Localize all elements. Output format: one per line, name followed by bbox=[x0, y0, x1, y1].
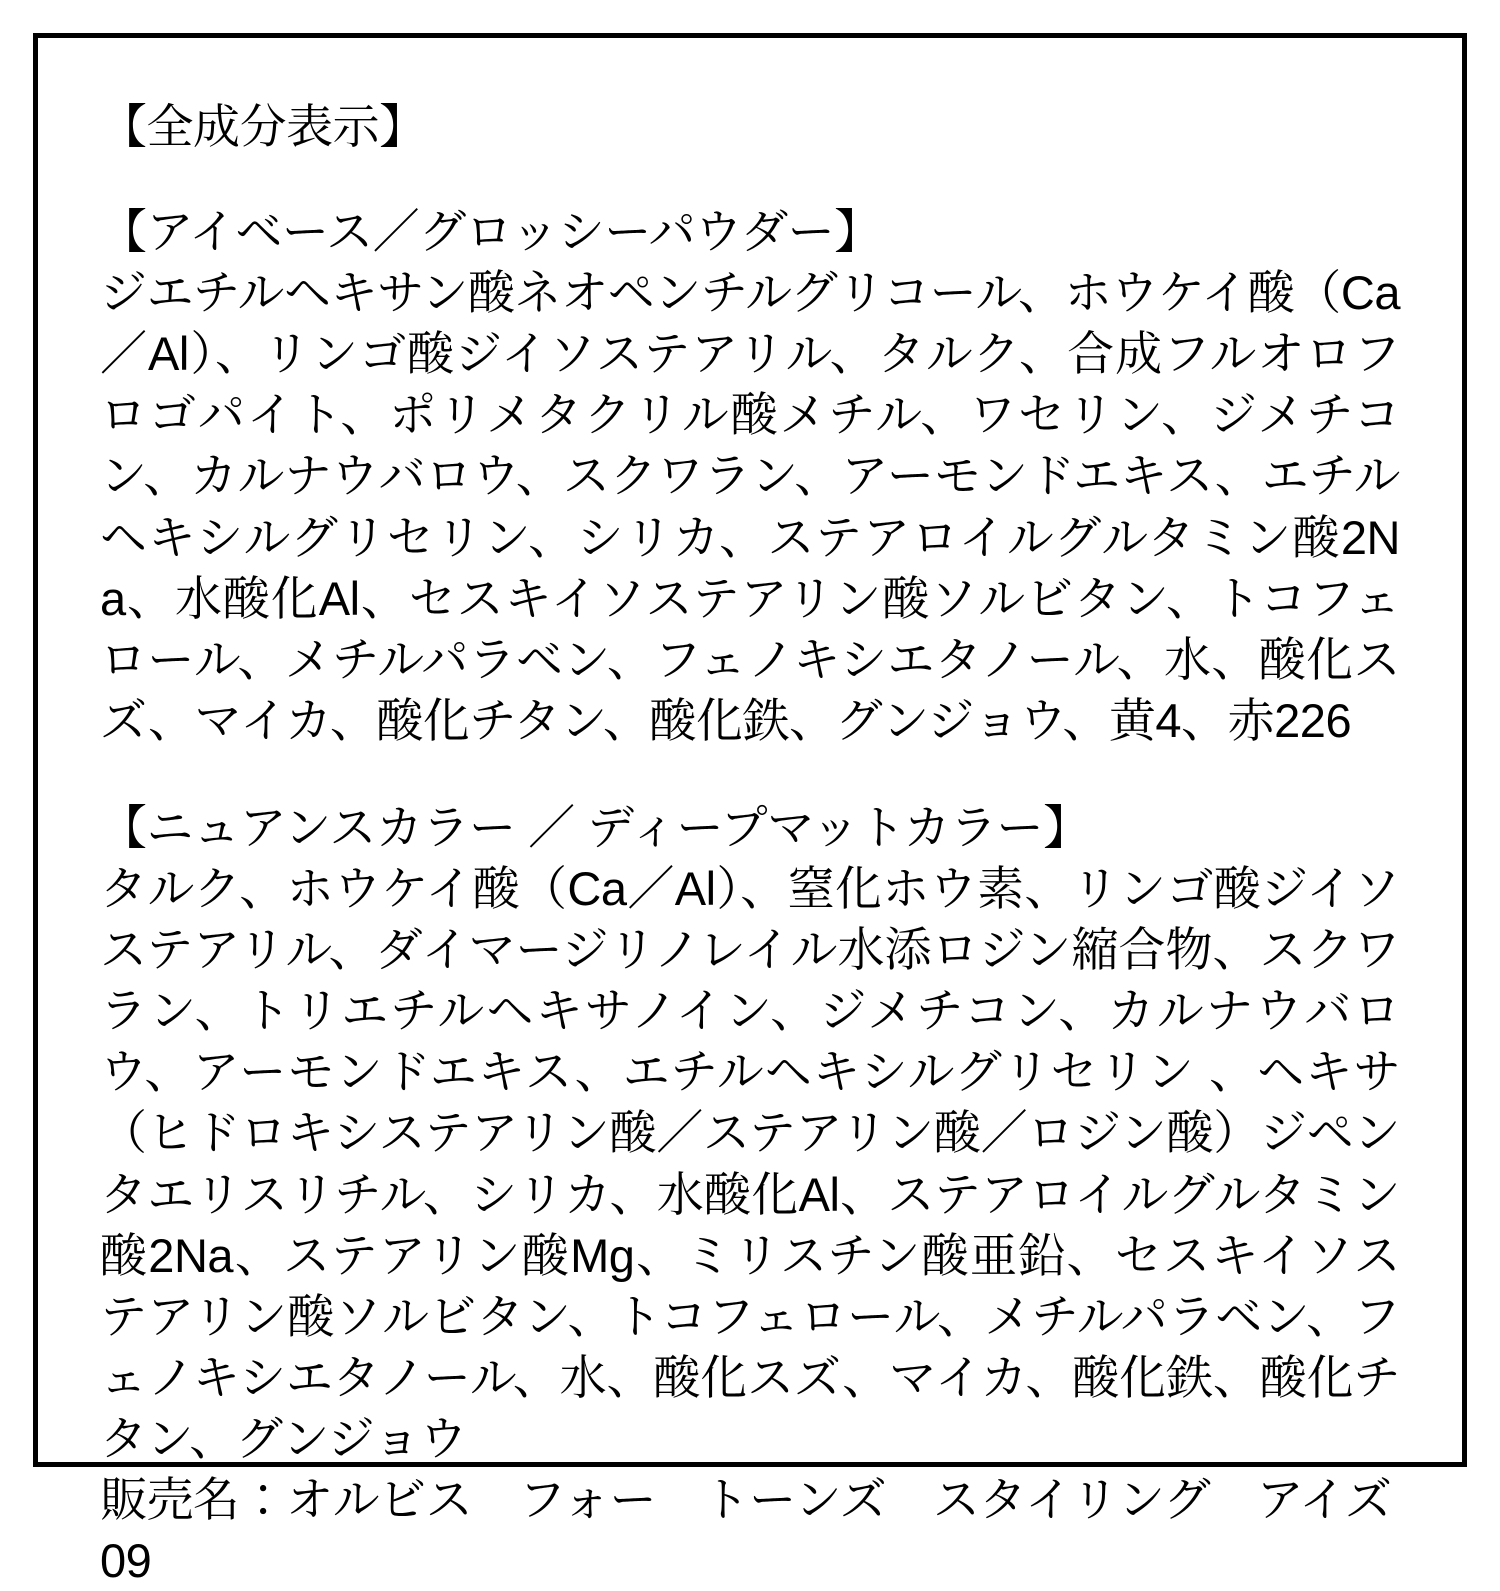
section-ingredients-eye-base: ジエチルヘキサン酸ネオペンチルグリコール、ホウケイ酸（Ca／Al）、リンゴ酸ジイソステアリル、タルク、合成フルオロフロゴパイト、ポリメタクリル酸メチル、ワセリン、ジメチコン、カルナウバロウ、スクワラン、アーモンドエキス、エチルヘキシルグリセリン、シリカ、ステアロイルグルタミン酸2Na、水酸化Al、セスキイソステアリン酸ソルビタン、トコフェロール、メチルパラベン、フェノキシエタノール、水、酸化スズ、マイカ、酸化チタン、酸化鉄、グンジョウ、黄4、赤226 bbox=[100, 266, 1400, 747]
section-ingredients-nuance-color: タルク、ホウケイ酸（Ca／Al）、窒化ホウ素、リンゴ酸ジイソステアリル、ダイマージリノレイル水添ロジン縮合物、スクワラン、トリエチルヘキサノイン、ジメチコン、カルナウバロウ、アーモンドエキス、エチルヘキシルグリセリン 、ヘキサ（ヒドロキシステアリン酸／ステアリン酸／ロジン酸）ジペンタエリスリチル、シリカ、水酸化Al、ステアロイルグルタミン酸2Na、ステアリン酸Mg、ミリスチン酸亜鉛、セスキイソステアリン酸ソルビタン、トコフェロール、メチルパラベン、フェノキシエタノール、水、酸化スズ、マイカ、酸化鉄、酸化チタン、グンジョウ bbox=[100, 862, 1400, 1465]
page-title: 【全成分表示】 bbox=[100, 100, 426, 153]
section-heading-eye-base: 【アイベース／グロッシーパウダー】 bbox=[100, 205, 881, 259]
ingredient-section-eye-base bbox=[100, 201, 1400, 751]
product-name-line: 販売名：オルビス フォー トーンズ スタイリング アイズ09 bbox=[100, 1472, 1392, 1588]
label-border-frame bbox=[33, 33, 1467, 1588]
ingredients-document bbox=[100, 96, 1400, 1591]
ingredient-section-nuance-color bbox=[100, 797, 1400, 1469]
section-heading-nuance-color: 【ニュアンスカラー ／ ディープマットカラー】 bbox=[100, 800, 1090, 854]
